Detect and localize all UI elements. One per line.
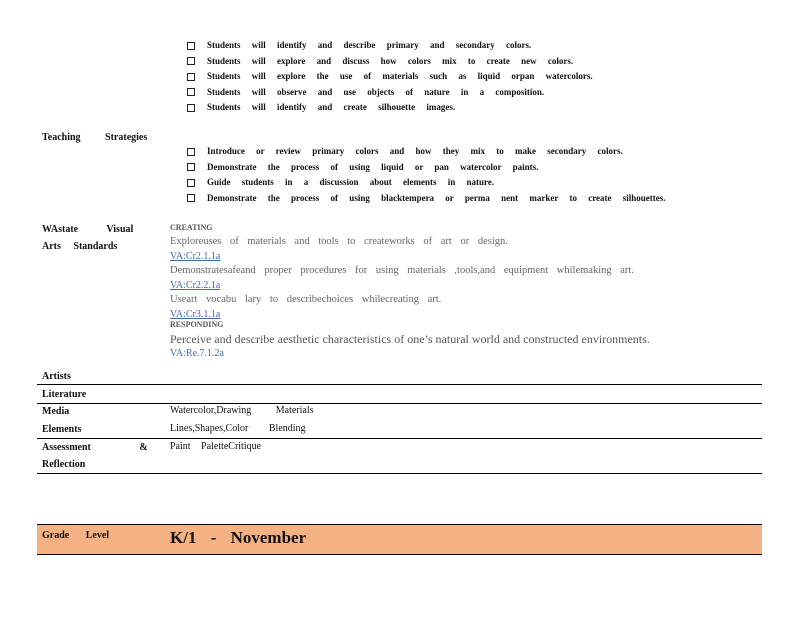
grade-level-label: Grade Level (42, 530, 110, 541)
standard-code-link[interactable]: VA:Cr3.1.1a (170, 309, 221, 320)
standard-code-link[interactable]: VA:Cr2.1.1a (170, 251, 221, 262)
divider (37, 384, 762, 385)
objective-item: Students will identify and create silhouette images. (187, 102, 593, 118)
standard-text: Demonstratesafeand proper procedures for using materials ,tools,and equipment whilemaking art. (170, 265, 634, 276)
media-label: Media (42, 406, 70, 417)
assessment-value: Paint PaletteCritique (170, 441, 262, 452)
objective-item: Students will identify and describe primary and secondary colors. (187, 40, 593, 56)
assessment-label (42, 441, 148, 472)
checkbox-icon (187, 73, 195, 81)
divider (37, 438, 762, 439)
checkbox-icon (187, 179, 195, 187)
assessment-label-line1: Assessment & (42, 442, 148, 453)
teaching-strategies-label: Teaching Strategies (42, 132, 148, 143)
objective-item: Students will observe and use objects of nature in a composition. (187, 87, 593, 103)
divider (37, 403, 762, 404)
standards-label (42, 223, 133, 254)
checkbox-icon (187, 104, 195, 112)
objective-item: Students will explore the use of materials such as liquid orpan watercolors. (187, 71, 593, 87)
strategy-item: Introduce or review primary colors and how they mix to make secondary colors. (187, 146, 666, 162)
divider (37, 473, 762, 474)
responding-text: Perceive and describe aesthetic characteristics of one’s natural world and constructed environments. (170, 332, 650, 346)
standard-text: Exploreuses of materials and tools to createworks of art or design. (170, 236, 508, 247)
checkbox-icon (187, 88, 195, 96)
standards-content (170, 223, 650, 359)
checkbox-icon (187, 42, 195, 50)
standard-code-link[interactable]: VA:Cr2.2.1a (170, 280, 221, 291)
elements-value: Lines,Shapes,Color Blending (170, 423, 306, 434)
teaching-strategies-list (187, 146, 666, 208)
assessment-label-line2: Reflection (42, 459, 86, 470)
strategy-item: Demonstrate the process of using liquid or pan watercolor paints. (187, 162, 666, 178)
checkbox-icon (187, 57, 195, 65)
strategy-item: Demonstrate the process of using blacktempera or perma nent marker to create silhouettes. (187, 193, 666, 209)
strategy-item: Guide students in a discussion about elements in nature. (187, 177, 666, 193)
standards-label-line2: Arts Standards (42, 241, 118, 252)
standard-text: Useart vocabu lary to describechoices whilecreating art. (170, 294, 442, 305)
standard-code-link[interactable]: VA:Re.7.1.2a (170, 348, 224, 359)
media-value: Watercolor,Drawing Materials (170, 405, 314, 416)
elements-label: Elements (42, 424, 82, 435)
standards-label-line1: WAstate Visual (42, 224, 134, 235)
artists-label: Artists (42, 371, 71, 382)
objectives-list (187, 40, 593, 118)
checkbox-icon (187, 163, 195, 171)
creating-header: CREATING (170, 223, 213, 232)
checkbox-icon (187, 194, 195, 202)
objective-item: Students will explore and discuss how colors mix to create new colors. (187, 56, 593, 72)
grade-level-value: K/1 - November (170, 528, 307, 547)
responding-header: RESPONDING (170, 320, 224, 329)
grade-level-bar (37, 524, 762, 555)
literature-label: Literature (42, 389, 87, 400)
checkbox-icon (187, 148, 195, 156)
